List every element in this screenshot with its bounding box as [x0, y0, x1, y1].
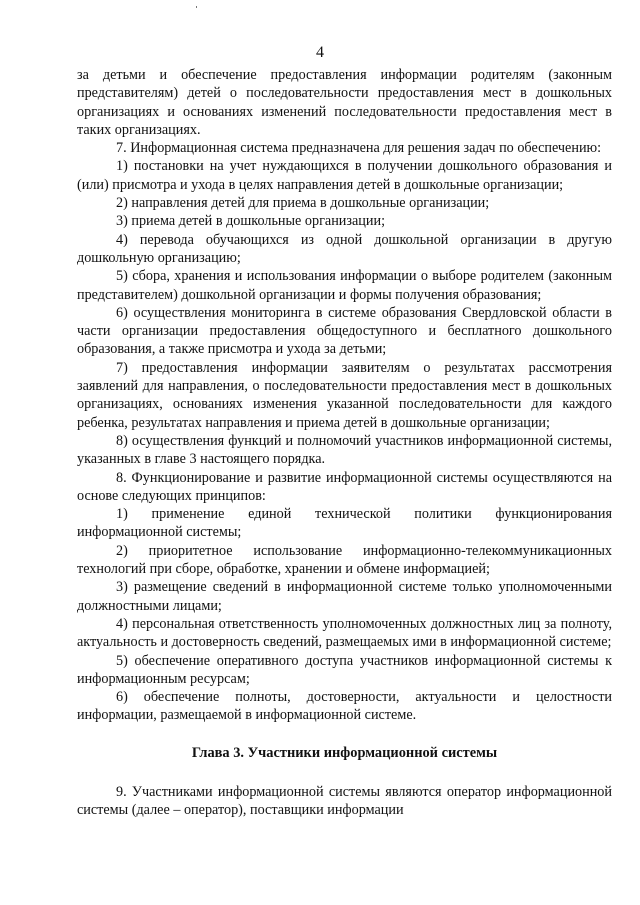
list-item: 3) размещение сведений в информационной системе только уполномоченными должностными лицами; — [77, 579, 612, 614]
document-body — [77, 66, 612, 820]
paragraph: 7. Информационная система предназначена для решения задач по обеспечению: — [116, 140, 602, 157]
list-item: 4) персональная ответственность уполномоченных должностных лиц за полноту, актуальность и достоверность сведений, размещаемых ими в информационной системе; — [77, 615, 612, 651]
list-item: 6) осуществления мониторинга в системе образования Свердловской области в части организации предоставления общедоступного и бесплатного дошкольного образования, а также присмотра и ухода за детьми; — [77, 304, 612, 358]
list-item: 6) обеспечение полноты, достоверности, актуальности и целостности информации, размещаемой в информационной системе. — [77, 689, 612, 724]
list-item: 4) перевода обучающихся из одной дошкольной организации в другую дошкольную организацию; — [77, 231, 612, 266]
scan-artifact — [196, 6, 197, 8]
list-item: 7) предоставления информации заявителям о результатах рассмотрения заявлений для направления, о последовательности предоставления мест в дошкольных организациях, основаниях изменения указанной последовательности для каждого ребенка, результатах направления и приема детей в дошкольные организации; — [77, 359, 612, 431]
list-item: 5) обеспечение оперативного доступа участников информационной системы к информационным ресурсам; — [77, 652, 612, 687]
paragraph: за детьми и обеспечение предоставления информации родителям (законным представителям) детей о последовательности предоставления мест в дошкольных организациях и основаниях изменений последовательности предоставления мест в таких организациях. — [77, 67, 612, 138]
page-number: 4 — [316, 44, 324, 61]
list-item: 1) применение единой технической политики функционирования информационной системы; — [77, 506, 612, 541]
paragraph: 8. Функционирование и развитие информационной системы осуществляются на основе следующих принципов: — [77, 469, 612, 504]
list-item: 8) осуществления функций и полномочий участников информационной системы, указанных в главе 3 настоящего порядка. — [77, 432, 612, 468]
list-item: 3) приема детей в дошкольные организации; — [116, 213, 386, 230]
paragraph: 9. Участниками информационной системы являются оператор информационной системы (далее – оператор), поставщики информации — [77, 783, 612, 819]
chapter-heading: Глава 3. Участники информационной системы — [191, 744, 498, 761]
list-item: 2) направления детей для приема в дошкольные организации; — [116, 195, 490, 212]
list-item: 5) сбора, хранения и использования информации о выборе родителем (законным представителем) дошкольной организации и формы получения образования; — [77, 268, 612, 303]
list-item: 2) приоритетное использование информационно-телекоммуникационных технологий при сборе, обработке, хранении и обмене информацией; — [77, 542, 612, 578]
list-item: 1) постановки на учет нуждающихся в получении дошкольного образования и (или) присмотра и ухода в целях направления детей в дошкольные организации; — [77, 158, 612, 193]
